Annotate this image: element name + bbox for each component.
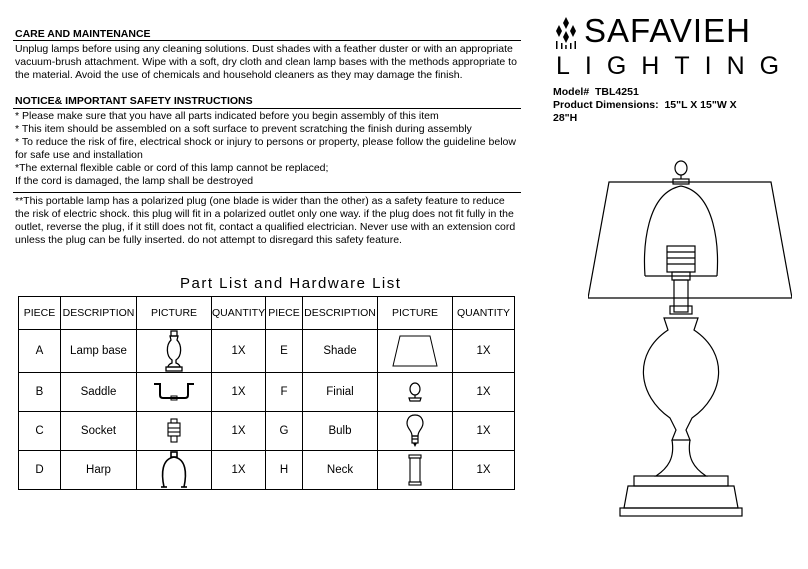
neck-icon bbox=[407, 454, 423, 486]
description-cell: Harp bbox=[61, 451, 137, 490]
model-label: Model# bbox=[553, 86, 590, 98]
picture-cell bbox=[137, 373, 212, 412]
picture-cell bbox=[137, 330, 212, 373]
picture-cell bbox=[378, 451, 453, 490]
polarized-notice: **This portable lamp has a polarized plug (one blade is wider than the other) as a safety feature to reduce the risk of electric shock. this plug will fit in a polarized outlet only one way. if the plug does not fit fully in the outlet, reverse the plug, if it still does not fit, contact a qualified electrician. Never use with an extension cord unless the plug can be fully inserted. do not attempt to disregard this safety feature. bbox=[15, 195, 516, 246]
header-quantity: QUANTITY bbox=[212, 297, 266, 330]
finial-icon bbox=[407, 381, 423, 403]
quantity-cell: 1X bbox=[453, 373, 515, 412]
notice-title: NOTICE& IMPORTANT SAFETY INSTRUCTIONS bbox=[15, 95, 253, 107]
bulb-icon bbox=[405, 414, 425, 448]
header-piece: PIECE bbox=[19, 297, 61, 330]
dimensions-label: Product Dimensions: bbox=[553, 99, 659, 111]
header-piece: PIECE bbox=[266, 297, 303, 330]
header-description: DESCRIPTION bbox=[61, 297, 137, 330]
table-row bbox=[19, 451, 515, 490]
picture-cell bbox=[378, 412, 453, 451]
description-cell: Shade bbox=[303, 330, 378, 373]
brand-name: SAFAVIEH bbox=[584, 12, 751, 49]
piece-cell: H bbox=[266, 451, 303, 490]
description-cell: Finial bbox=[303, 373, 378, 412]
care-title: CARE AND MAINTENANCE bbox=[15, 28, 151, 40]
notice-item: * Please make sure that you have all parts indicated before you begin assembly of this item bbox=[15, 110, 439, 122]
quantity-cell: 1X bbox=[212, 330, 266, 373]
picture-cell bbox=[378, 330, 453, 373]
notice-divider bbox=[13, 108, 521, 109]
parts-list-title: Part List and Hardware List bbox=[180, 275, 402, 292]
piece-cell: B bbox=[19, 373, 61, 412]
description-cell: Neck bbox=[303, 451, 378, 490]
care-divider bbox=[13, 40, 521, 41]
brand-logo bbox=[552, 10, 802, 80]
table-row bbox=[19, 412, 515, 451]
notice-item: * To reduce the risk of fire, electrical shock or injury to persons or property, please follow the guideline below for safe use and installation bbox=[15, 136, 516, 161]
piece-cell: A bbox=[19, 330, 61, 373]
harp-icon bbox=[159, 451, 189, 489]
picture-cell bbox=[137, 451, 212, 490]
picture-cell bbox=[378, 373, 453, 412]
description-cell: Saddle bbox=[61, 373, 137, 412]
piece-cell: G bbox=[266, 412, 303, 451]
brand-emblem-icon bbox=[552, 16, 580, 50]
quantity-cell: 1X bbox=[453, 451, 515, 490]
notice-list bbox=[15, 110, 520, 188]
header-description: DESCRIPTION bbox=[303, 297, 378, 330]
picture-cell bbox=[137, 412, 212, 451]
table-row bbox=[19, 373, 515, 412]
piece-cell: E bbox=[266, 330, 303, 373]
table-row bbox=[19, 330, 515, 373]
quantity-cell: 1X bbox=[453, 330, 515, 373]
description-cell: Bulb bbox=[303, 412, 378, 451]
polarized-divider bbox=[13, 192, 521, 193]
parts-table bbox=[18, 296, 515, 490]
description-cell: Lamp base bbox=[61, 330, 137, 373]
header-picture: PICTURE bbox=[137, 297, 212, 330]
header-quantity: QUANTITY bbox=[453, 297, 515, 330]
piece-cell: C bbox=[19, 412, 61, 451]
saddle-icon bbox=[151, 381, 197, 403]
dimensions-value: 15"L X 15"W X 28"H bbox=[553, 99, 737, 124]
table-header-row bbox=[19, 297, 515, 330]
description-cell: Socket bbox=[61, 412, 137, 451]
table-lamp-illustration bbox=[588, 158, 792, 566]
quantity-cell: 1X bbox=[212, 412, 266, 451]
piece-cell: F bbox=[266, 373, 303, 412]
quantity-cell: 1X bbox=[212, 451, 266, 490]
socket-icon bbox=[165, 418, 183, 444]
lamp-base-icon bbox=[161, 330, 187, 372]
shade-icon bbox=[391, 334, 439, 368]
product-info bbox=[553, 86, 763, 125]
quantity-cell: 1X bbox=[212, 373, 266, 412]
notice-item: *The external flexible cable or cord of this lamp cannot be replaced; bbox=[15, 162, 329, 174]
notice-item: * This item should be assembled on a soft surface to prevent scratching the finish during assembly bbox=[15, 123, 472, 135]
quantity-cell: 1X bbox=[453, 412, 515, 451]
header-picture: PICTURE bbox=[378, 297, 453, 330]
piece-cell: D bbox=[19, 451, 61, 490]
brand-subtitle: LIGHTING bbox=[556, 52, 795, 80]
care-body: Unplug lamps before using any cleaning solutions. Dust shades with a feather duster or with an appropriate vacuum-brush attachment. Wipe with a soft, dry cloth and clean lamp bases with the methods appropriate to the material. Avoid the use of chemicals and household cleaners as they may damage the finish. bbox=[15, 43, 517, 81]
model-number: TBL4251 bbox=[595, 86, 639, 98]
notice-item: If the cord is damaged, the lamp shall be destroyed bbox=[15, 175, 254, 187]
